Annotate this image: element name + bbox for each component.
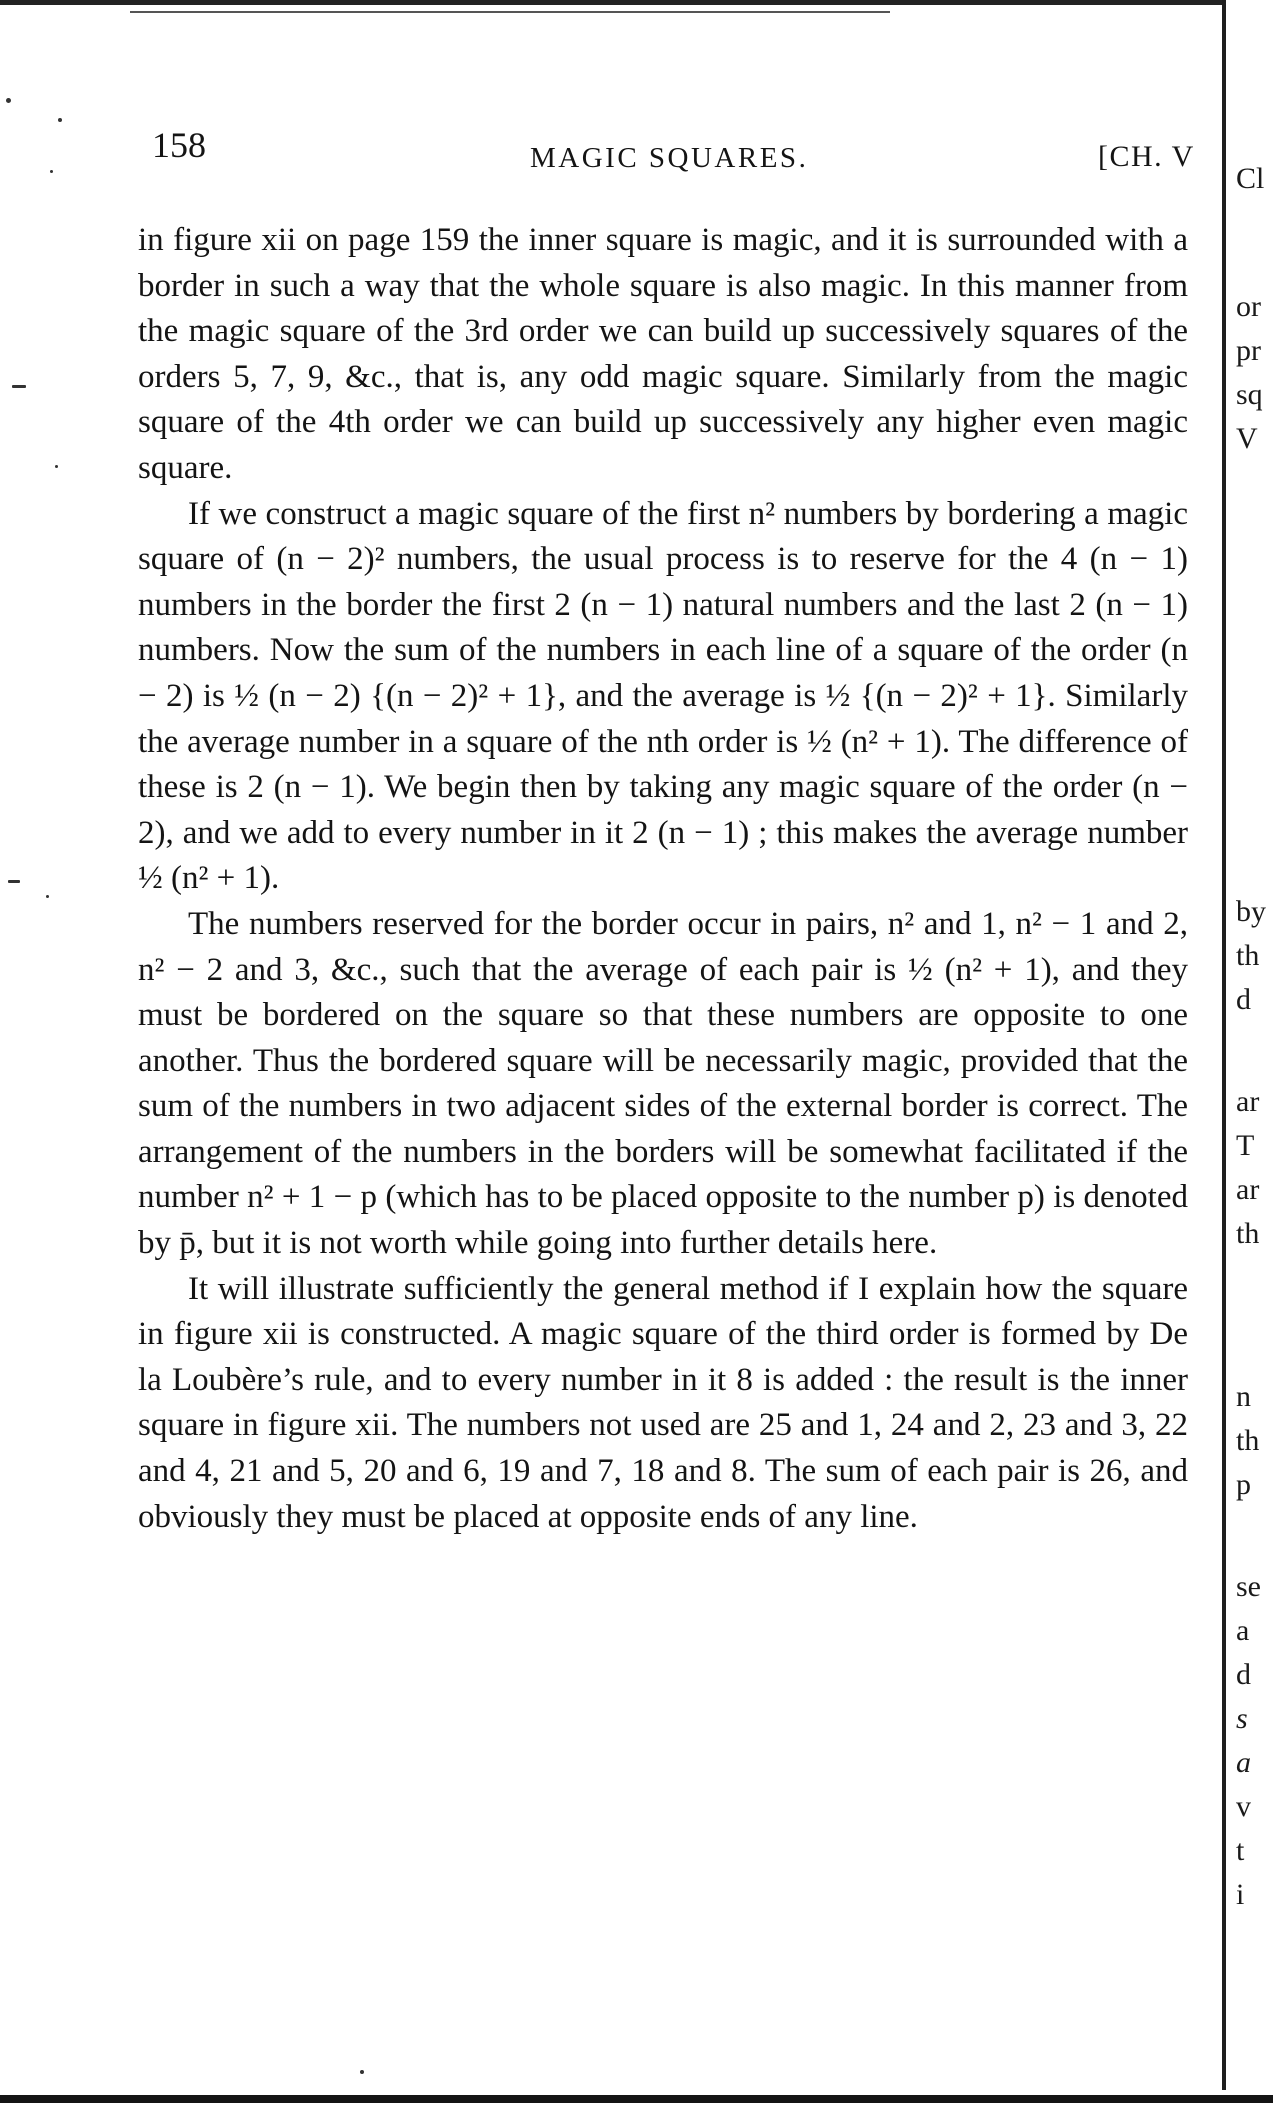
facing-page-fragment: pr: [1236, 334, 1261, 367]
facing-page-fragment: by: [1236, 895, 1266, 928]
paragraph: It will illustrate sufficiently the general method if I explain how the square in figure xii is constructed. A magic square of the third order is formed by De la Loubère’s rule, and to every number in it 8 is added : the result is the inner square in figure xii. The numbers not used are 25 and 1, 24 and 2, 23 and 3, 22 and 4, 21 and 5, 20 and 6, 19 and 7, 18 and 8. The sum of each pair is 26, and obviously they must be placed at opposite ends of any line.: [138, 1270, 1188, 1535]
scan-speck: [360, 2070, 364, 2074]
scan-speck: [55, 465, 58, 468]
bottom-border-rule: [0, 2095, 1273, 2103]
top-border-rule: [0, 0, 1222, 10]
scan-speck: [6, 98, 11, 103]
page-gutter-edge: [1222, 0, 1226, 2090]
facing-page-fragment: ar: [1236, 1085, 1260, 1118]
scan-speck: [46, 895, 49, 898]
scan-speck: [50, 170, 53, 173]
page-number: 158: [152, 125, 206, 165]
facing-page-fragment: d: [1236, 1658, 1251, 1691]
facing-page-fragment: t: [1236, 1834, 1245, 1867]
facing-page-fragment: v: [1236, 1790, 1251, 1823]
facing-page-fragment: p: [1236, 1468, 1251, 1501]
facing-page-fragment: se: [1236, 1570, 1261, 1603]
facing-page-fragment: sq: [1236, 378, 1263, 411]
facing-page-fragment: V: [1236, 422, 1258, 455]
paragraph: in figure xii on page 159 the inner square is magic, and it is surrounded with a border in such a way that the whole square is also magic. In this manner from the magic square of the 3rd order we can build up successively squares of the orders 5, 7, 9, &c., that is, any odd magic square. Similarly from the magic square of the 4th order we can build up successively any higher even magic square.: [138, 222, 1188, 486]
facing-page-fragment: a: [1236, 1746, 1251, 1779]
scan-speck: [12, 385, 26, 388]
facing-page-fragment: T: [1236, 1129, 1255, 1162]
facing-page-fragment: or: [1236, 290, 1261, 323]
facing-page-fragment: th: [1236, 939, 1260, 972]
book-page: [118, 120, 1198, 1540]
facing-page-fragment: Cl: [1236, 162, 1265, 195]
running-title: MAGIC SQUARES.: [530, 142, 809, 174]
running-head: [118, 120, 1198, 180]
chapter-reference: [CH. V: [1098, 140, 1195, 173]
facing-page-fragment: s: [1236, 1702, 1248, 1735]
facing-page-fragment: i: [1236, 1878, 1245, 1911]
facing-page-fragments: [1232, 150, 1273, 2050]
facing-page-fragment: a: [1236, 1614, 1250, 1647]
body-text: [118, 218, 1198, 1540]
facing-page-fragment: n: [1236, 1380, 1251, 1413]
facing-page-fragment: th: [1236, 1424, 1260, 1457]
scan-speck: [58, 118, 62, 122]
facing-page-fragment: ar: [1236, 1173, 1260, 1206]
paragraph: The numbers reserved for the border occur in pairs, n² and 1, n² − 1 and 2, n² − 2 and 3, &c., such that the average of each pair is ½ (n² + 1), and they must be bordered on the square so that these numbers are opposite to one another. Thus the bordered square will be necessarily magic, provided that the sum of the numbers in two adjacent sides of the external border is correct. The arrangement of the numbers in the borders will be somewhat facilitated if the number n² + 1 − p (which has to be placed opposite to the number p) is denoted by p̄, but it is not worth while going into further details here.: [138, 905, 1188, 1262]
facing-page-fragment: th: [1236, 1217, 1260, 1250]
paragraph: If we construct a magic square of the first n² numbers by bordering a magic square of (n − 2)² numbers, the usual process is to reserve for the 4 (n − 1) numbers in the border the first 2 (n − 1) natural numbers and the last 2 (n − 1) numbers. Now the sum of the numbers in each line of a square of the order (n − 2) is ½ (n − 2) {(n − 2)² + 1}, and the average is ½ {(n − 2)² + 1}. Similarly the average number in a square of the nth order is ½ (n² + 1). The difference of these is 2 (n − 1). We begin then by taking any magic square of the order (n − 2), and we add to every number in it 2 (n − 1) ; this makes the average number ½ (n² + 1).: [138, 495, 1188, 897]
facing-page-fragment: d: [1236, 983, 1251, 1016]
scan-speck: [8, 880, 20, 883]
